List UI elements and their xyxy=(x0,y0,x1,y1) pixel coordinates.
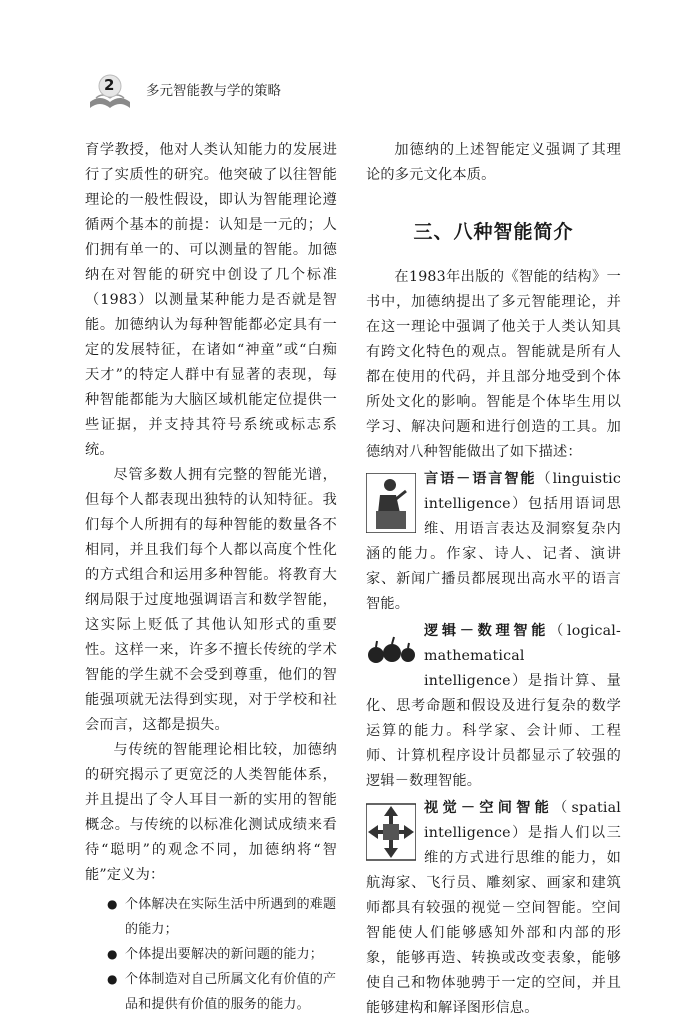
left-column xyxy=(85,138,337,1017)
paragraph: 在1983年出版的《智能的结构》一书中，加德纳提出了多元智能理论，并在这一理论中强调了他关于人类认知具有跨文化特色的观点。智能就是所有人都在使用的代码，并且部分地受到个体所处文化的影响。智能是个体毕生用以学习、解决问题和进行创造的工具。加德纳对八种智能做出了如下描述： xyxy=(366,269,621,460)
list-item: ● 个体解决在实际生活中所遇到的难题的能力； xyxy=(107,892,337,942)
apples-icon xyxy=(366,625,416,685)
paragraph: 育学教授，他对人类认知能力的发展进行了实质性的研究。他突破了以往智能理论的一般性假设，即认为智能理论遵循两个基本的前提：认知是一元的；人们拥有单一的、可以测量的智能。加德纳在对智能的研究中创设了几个标准（1983）以测量某种能力是否就是智能。加德纳认为每种智能都必定具有一定的发展特征，在诸如“神童”或“白痴天才”的特定人群中有显著的表现，每种智能都能为大脑区域机能定位提供一些证据，并支持其符号系统或标志系统。 xyxy=(85,142,337,458)
intelligence-description: （spatial intelligence）是指人们以三维的方式进行思维的能力，如航海家、飞行员、雕刻家、画家和建筑师都具有较强的视觉－空间智能。空间智能使人们能够感知外部和内部的形象，能够再造、转换或改变表象，能够使自己和物体驰骋于一定的空间，并且能够建构和解译图形信息。 xyxy=(366,800,622,1016)
list-item: ● 个体制造对自己所属文化有价值的产品和提供有价值的服务的能力。 xyxy=(107,967,337,1017)
intelligence-name: 逻辑－数理智能 xyxy=(424,623,550,639)
intelligence-entry-logical xyxy=(366,619,621,794)
intelligence-name: 视觉－空间智能 xyxy=(424,800,554,816)
intelligence-description: （linguistic intelligence）包括用语词思维、用语言表达及洞察复杂内涵的能力。作家、诗人、记者、演讲家、新闻广播员都展现出高水平的语言智能。 xyxy=(366,471,622,612)
four-way-arrows-icon xyxy=(366,802,416,862)
intelligence-description: （logical-mathematical intelligence）是指计算、量化、思考命题和假设及进行复杂的数学运算的能力。科学家、会计师、工程师、计算机程序设计员都显示了较强的逻辑－数理智能。 xyxy=(366,623,621,789)
paragraph: 与传统的智能理论相比较，加德纳的研究揭示了更宽泛的人类智能体系，并且提出了令人耳目一新的实用的智能概念。与传统的以标准化测试成绩来看待“聪明”的观念不同，加德纳将“智能”定义为： xyxy=(85,742,337,883)
intelligence-entry-linguistic xyxy=(366,467,621,617)
page-number: 2 xyxy=(104,76,115,94)
intelligence-entry-spatial xyxy=(366,796,621,1021)
intelligence-name: 言语－语言智能 xyxy=(424,471,537,487)
definition-list xyxy=(85,892,337,1017)
running-title: 多元智能教与学的策略 xyxy=(146,83,281,99)
right-column xyxy=(366,138,621,1021)
paragraph: 尽管多数人拥有完整的智能光谱，但每个人都表现出独特的认知特征。我们每个人所拥有的每种智能的数量各不相同，并且我们每个人都以高度个性化的方式组合和运用多种智能。将教育大纲局限于过度地强调语言和数学智能，这实际上贬低了其他认知形式的重要性。这样一来，许多不擅长传统的学术智能的学生就不会受到尊重，他们的智能强项就无法得到实现，对于学校和社会而言，这都是损失。 xyxy=(85,467,337,733)
speaker-at-podium-icon xyxy=(366,473,416,533)
section-heading: 三、八种智能简介 xyxy=(413,221,574,243)
page-header xyxy=(86,72,646,112)
paragraph: 加德纳的上述智能定义强调了其理论的多元文化本质。 xyxy=(366,142,621,183)
list-item: ● 个体提出要解决的新问题的能力； xyxy=(107,942,337,967)
